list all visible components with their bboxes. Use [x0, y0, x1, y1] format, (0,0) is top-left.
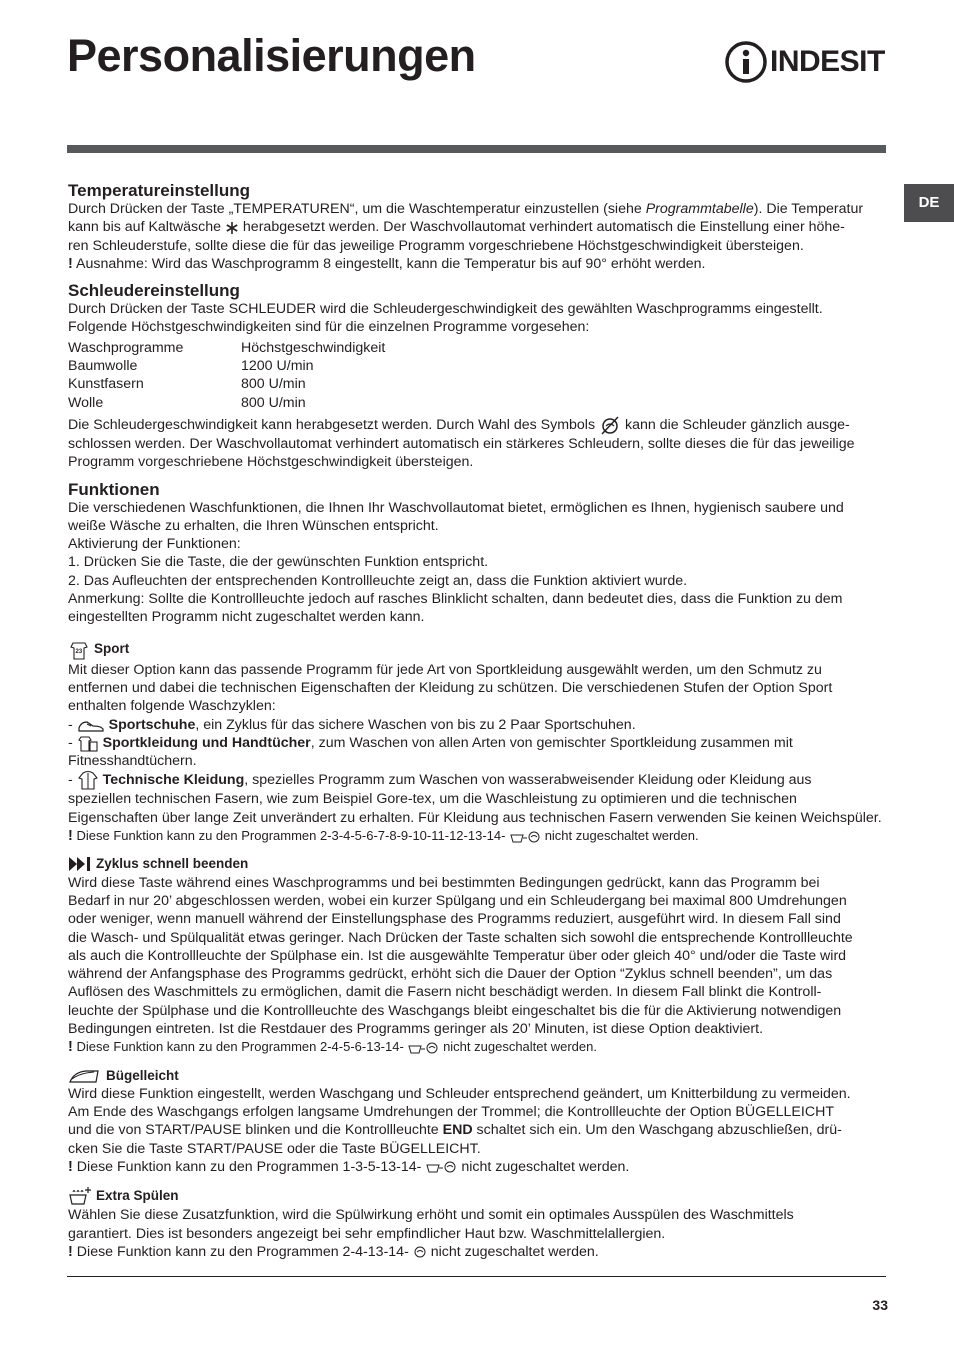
- program-symbols-icon: [425, 1160, 457, 1174]
- paragraph: Die Schleudergeschwindigkeit kann herabgesetzt werden. Durch Wahl des Symbols kann die Schleuder gänzlich ausge-: [68, 415, 888, 435]
- paragraph: Folgende Höchstgeschwindigkeiten sind für die einzelnen Programme vorgesehen:: [68, 319, 590, 336]
- paragraph: Wird diese Taste während eines Waschprogramms und bei bestimmten Bedingungen gedrückt, kann das Programm bei: [68, 874, 820, 891]
- paragraph: cken Sie die Taste START/PAUSE oder die Taste BÜGELLEICHT.: [68, 1140, 481, 1157]
- paragraph: kann bis auf Kaltwäsche herabgesetzt werden. Der Waschvollautomat verhindert automatisch die Einstellung einer höhe-: [68, 219, 845, 236]
- page-title: Personalisierungen: [67, 30, 476, 81]
- note: ! Diese Funktion kann zu den Programmen 2-3-4-5-6-7-8-9-10-11-12-13-14- nicht zugeschaltet werden.: [68, 828, 699, 845]
- svg-text:23: 23: [75, 648, 83, 655]
- section-heading: Schleudereinstellung: [68, 281, 240, 301]
- paragraph: Auflösen des Waschmittels zu ermöglichen, damit die Fasern nicht beschädigt werden. In diesem Fall blinkt die Kontroll-: [68, 984, 822, 1001]
- note: ! Diese Funktion kann zu den Programmen 2-4-5-6-13-14- nicht zugeschaltet werden.: [68, 1039, 597, 1056]
- list-item: - Technische Kleidung, spezielles Programm zum Waschen von wasserabweisender Kleidung oder Kleidung aus: [68, 770, 888, 790]
- paragraph: Bedingungen eintreten. Ist die Restdauer des Programms geringer als 20’ Minuten, ist diese Option deaktiviert.: [68, 1020, 764, 1037]
- paragraph: weiße Wäsche zu erhalten, die Ihren Wünschen entspricht.: [68, 517, 439, 534]
- indesit-i-icon: [724, 40, 768, 84]
- paragraph: oder weniger, wenn manuell während der Einstellungsphase des Programms reduziert, ausgeführt wird. In diesem Fall sind: [68, 911, 841, 928]
- paragraph: Anmerkung: Sollte die Kontrollleuchte jedoch auf rasches Blinklicht schalten, dann bedeutet dies, dass die Funktion zu dem: [68, 591, 843, 608]
- table-cell: 1200 U/min: [241, 358, 314, 375]
- note: ! Diese Funktion kann zu den Programmen 1-3-5-13-14- nicht zugeschaltet werden.: [68, 1159, 630, 1176]
- paragraph: und die von START/PAUSE blinken und die Kontrollleuchte END schaltet sich ein. Um den Waschgang abzuschließen, drü-: [68, 1122, 842, 1139]
- subsection-extra-rinse: [68, 1186, 888, 1261]
- section-spin: [68, 280, 888, 471]
- subsection-heading: 23 Sport: [68, 639, 888, 661]
- subsection-heading: Bügelleicht: [68, 1067, 888, 1085]
- footer-rule: [67, 1276, 886, 1277]
- paragraph: Eigenschaften über lange Zeit unverändert zu erhalten. Für Kleidung aus technischen Fasern verwenden Sie keinen Weichspüler.: [68, 809, 882, 826]
- paragraph: Mit dieser Option kann das passende Programm für jede Art von Sportkleidung ausgewählt werden, um den Schmutz zu: [68, 661, 822, 678]
- note: ! Ausnahme: Wird das Waschprogramm 8 eingestellt, kann die Temperatur bis auf 90° erhöht werden.: [68, 255, 706, 272]
- sport-shoe-icon: [77, 718, 105, 732]
- subsection-heading: Extra Spülen: [68, 1186, 888, 1206]
- paragraph: speziellen technischen Fasern, wie zum Beispiel Gore-tex, um die Waschleistung zu optimieren und die technischen: [68, 791, 797, 808]
- paragraph: 2. Das Aufleuchten der entsprechenden Kontrollleuchte zeigt an, dass die Funktion aktiviert wurde.: [68, 572, 688, 589]
- sport-icon: [68, 639, 90, 661]
- spin-symbol-icon: [413, 1245, 427, 1259]
- program-symbols-icon: [407, 1041, 439, 1055]
- technical-clothing-icon: [77, 770, 99, 790]
- brand-name: INDESIT: [770, 45, 885, 78]
- list-item: - Sportkleidung und Handtücher, zum Waschen von allen Arten von gemischter Sportkleidung zusammen mit: [68, 734, 793, 751]
- paragraph: Durch Drücken der Taste „TEMPERATUREN“, um die Waschtemperatur einzustellen (siehe Programmtabelle). Die Temperatur: [68, 201, 864, 217]
- table-cell: 800 U/min: [241, 376, 306, 393]
- fast-forward-icon: [68, 856, 92, 872]
- paragraph: Fitnesshandtüchern.: [68, 753, 197, 770]
- subsection-easy-iron: [68, 1067, 888, 1177]
- indesit-logo: [724, 40, 888, 84]
- no-spin-icon: [599, 415, 621, 435]
- table-cell: Wolle: [68, 394, 104, 411]
- paragraph: schlossen werden. Der Waschvollautomat verhindert automatisch ein stärkeres Schleudern, sollte dieses die für das jeweilige: [68, 435, 855, 452]
- note: ! Diese Funktion kann zu den Programmen 2-4-13-14- nicht zugeschaltet werden.: [68, 1243, 599, 1260]
- section-temperature: [68, 180, 888, 273]
- header-rule: [67, 145, 886, 153]
- page-content: [68, 180, 888, 1261]
- sportswear-towel-icon: [77, 734, 99, 752]
- paragraph: Programm vorgeschriebene Höchstgeschwindigkeit übersteigen.: [68, 454, 474, 471]
- paragraph: enthalten folgende Waschzyklen:: [68, 698, 276, 715]
- program-symbols-icon: [509, 830, 541, 844]
- paragraph: die Wasch- und Spülqualität etwas geringer. Nach Drücken der Taste schalten sich sowohl die entsprechende Kontrollleuchte: [68, 929, 853, 946]
- subsection-sport: [68, 639, 888, 846]
- spin-speed-table: [68, 339, 888, 412]
- section-heading: Funktionen: [68, 479, 160, 499]
- paragraph: eingestellten Programm nicht zugeschaltet werden kann.: [68, 609, 425, 626]
- paragraph: Wird diese Funktion eingestellt, werden Waschgang und Schleuder entsprechend geändert, um Knitterbildung zu vermeiden.: [68, 1085, 851, 1102]
- table-header: Waschprogramme: [68, 339, 184, 356]
- paragraph: ren Schleuderstufe, sollte diese die für das jeweilige Programm vorgeschriebene Höchstgeschwindigkeit übersteigen.: [68, 237, 804, 254]
- table-cell: Kunstfasern: [68, 376, 144, 393]
- paragraph: Bedarf in nur 20’ abgeschlossen werden, wobei ein kurzer Spülgang und ein Schleudergang bei maximal 800 Umdrehungen: [68, 892, 847, 909]
- paragraph: als auch die Kontrollleuchte der Spülphase ein. Ist die ausgewählte Temperatur über oder gleich 40° und/oder die Taste wird: [68, 947, 847, 964]
- section-heading: Temperatureinstellung: [68, 181, 250, 200]
- paragraph: Aktivierung der Funktionen:: [68, 536, 241, 553]
- paragraph: leuchte der Spülphase und die Kontrollleuchte des Waschgangs bleibt eingeschaltet bis die für die Aktivierung notwendigen: [68, 1002, 842, 1019]
- paragraph: Am Ende des Waschgangs erfolgen langsame Umdrehungen der Trommel; die Kontrollleuchte der Option BÜGELLEICHT: [68, 1104, 834, 1121]
- table-cell: Baumwolle: [68, 358, 138, 375]
- paragraph: entfernen und dabei die technischen Eigenschaften der Kleidung zu schützen. Die verschiedenen Stufen der Option Sport: [68, 679, 833, 696]
- paragraph: Durch Drücken der Taste SCHLEUDER wird die Schleudergeschwindigkeit des gewählten Waschprogramms eingestellt.: [68, 301, 823, 318]
- paragraph: Die verschiedenen Waschfunktionen, die Ihnen Ihr Waschvollautomat bietet, ermöglichen es Ihnen, hygienisch saubere und: [68, 499, 844, 516]
- page-number: 33: [872, 1297, 888, 1313]
- paragraph: während der Anfangsphase des Programms gedrückt, erhöht sich die Dauer der Option “Zyklus schnell beenden”, um das: [68, 966, 833, 983]
- subsection-heading: Zyklus schnell beenden: [68, 855, 888, 873]
- subsection-quick-end: [68, 855, 888, 1056]
- table-header: Höchstgeschwindigkeit: [241, 339, 386, 356]
- extra-rinse-icon: [68, 1186, 92, 1206]
- language-tab: DE: [904, 184, 954, 222]
- paragraph: 1. Drücken Sie die Taste, die der gewünschten Funktion entspricht.: [68, 554, 489, 571]
- iron-icon: [68, 1067, 102, 1085]
- paragraph: Wählen Sie diese Zusatzfunktion, wird die Spülwirkung erhöht und somit ein optimales Ausspülen des Waschmittels: [68, 1207, 794, 1224]
- paragraph: garantiert. Dies ist besonders angezeigt bei sehr empfindlicher Haut bzw. Waschmittelallergien.: [68, 1225, 666, 1242]
- snowflake-icon: [225, 221, 239, 235]
- table-cell: 800 U/min: [241, 394, 306, 411]
- list-item: - Sportschuhe, ein Zyklus für das sichere Waschen von bis zu 2 Paar Sportschuhen.: [68, 716, 636, 733]
- section-functions: [68, 479, 888, 627]
